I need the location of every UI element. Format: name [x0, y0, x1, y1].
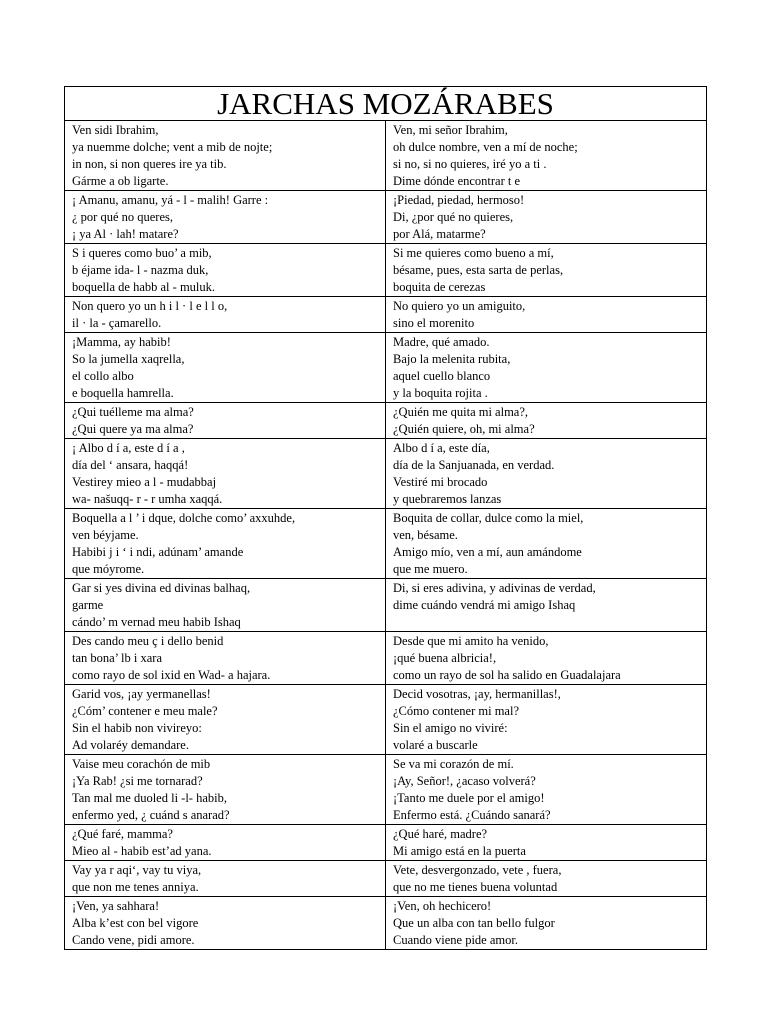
verse-line: que no me tienes buena voluntad [393, 880, 558, 894]
mozarabic-verse-cell [65, 121, 386, 191]
verse-line: Madre, qué amado. [393, 335, 490, 349]
verse-line: Sin el habib non vivireyo: [72, 721, 202, 735]
table-row [65, 825, 707, 861]
verse-line: wa- našuqq- r - r umha xaqqá. [72, 492, 223, 506]
verse-line: Des cando meu ç i dello benid [72, 634, 224, 648]
verse-line: Vaise meu corachón de mib [72, 757, 211, 771]
verse-line: Se va mi corazón de mí. [393, 757, 514, 771]
mozarabic-verse-cell [65, 861, 386, 897]
verse-line: ¡ Albo d í a, este d í a , [72, 441, 185, 455]
verse-line: Gárme a ob ligarte. [72, 174, 169, 188]
verse-line: So la jumella xaqrella, [72, 352, 185, 366]
verse-line: por Alá, matarme? [393, 227, 486, 241]
verse-line: Amigo mío, ven a mí, aun amándome [393, 545, 582, 559]
verse-line: Vestiré mi brocado [393, 475, 488, 489]
table-row [65, 333, 707, 403]
verse-line: Decid vosotras, ¡ay, hermanillas!, [393, 687, 561, 701]
verse-line: Mi amigo está en la puerta [393, 844, 526, 858]
verse-line: tan bona’ lb i xara [72, 651, 163, 665]
verse-line: ¡ ya Al · lah! matare? [72, 227, 179, 241]
mozarabic-verse-cell [65, 509, 386, 579]
spanish-translation-cell [386, 509, 707, 579]
verse-line: Non quero yo un h i l · l e l l o, [72, 299, 228, 313]
verse-line: Bajo la melenita rubita, [393, 352, 511, 366]
verse-line: ¡Ven, oh hechicero! [393, 899, 492, 913]
spanish-translation-cell [386, 579, 707, 632]
spanish-translation-cell [386, 439, 707, 509]
verse-line: Gar si yes divina ed divinas balhaq, [72, 581, 251, 595]
spanish-translation-cell [386, 333, 707, 403]
spanish-translation-cell [386, 685, 707, 755]
verse-line: ¡Tanto me duele por el amigo! [393, 791, 545, 805]
spanish-translation-cell [386, 403, 707, 439]
verse-line: ¿Quién me quita mi alma?, [393, 405, 529, 419]
verse-line: boquita de cerezas [393, 280, 486, 294]
verse-line: Vete, desvergonzado, vete , fuera, [393, 863, 562, 877]
mozarabic-verse-cell [65, 191, 386, 244]
spanish-translation-cell [386, 861, 707, 897]
verse-line: Boquita de collar, dulce como la miel, [393, 511, 584, 525]
verse-line: volaré a buscarle [393, 738, 478, 752]
verse-line: Ad volaréy demandare. [72, 738, 189, 752]
spanish-translation-cell [386, 121, 707, 191]
table-row [65, 244, 707, 297]
mozarabic-verse-cell [65, 685, 386, 755]
verse-line: que móyrome. [72, 562, 145, 576]
mozarabic-verse-cell [65, 333, 386, 403]
mozarabic-verse-cell [65, 297, 386, 333]
mozarabic-verse-cell [65, 632, 386, 685]
spanish-translation-cell [386, 191, 707, 244]
verse-line: ¡Ven, ya sahhara! [72, 899, 160, 913]
page-title: JARCHAS MOZÁRABES [65, 87, 707, 121]
table-row [65, 685, 707, 755]
verse-line: Cuando viene pide amor. [393, 933, 518, 947]
title-row [65, 87, 707, 121]
verse-line: Habibi j i ‘ i ndi, adúnam’ amande [72, 545, 244, 559]
table-row [65, 861, 707, 897]
verse-line: Di, ¿por qué no quieres, [393, 210, 514, 224]
verse-line: ¿Quién quiere, oh, mi alma? [393, 422, 535, 436]
verse-line: ¿Qui tuélleme ma alma? [72, 405, 194, 419]
verse-line: ¿ por qué no queres, [72, 210, 174, 224]
verse-line: Sin el amigo no viviré: [393, 721, 508, 735]
spanish-translation-cell [386, 825, 707, 861]
verse-line: b éjame ida- l - nazma duk, [72, 263, 209, 277]
verse-line: Vay ya r aqi‘, vay tu viya, [72, 863, 202, 877]
verse-line: y quebraremos lanzas [393, 492, 502, 506]
verse-line: e boquella hamrella. [72, 386, 174, 400]
verse-line: si no, si no quieres, iré yo a ti . [393, 157, 547, 171]
verse-line: Albo d í a, este día, [393, 441, 490, 455]
verse-line: dime cuándo vendrá mi amigo Ishaq [393, 598, 576, 612]
verse-line: oh dulce nombre, ven a mí de noche; [393, 140, 578, 154]
verse-line: il · la - çamarello. [72, 316, 162, 330]
table-row [65, 579, 707, 632]
verse-line: cándo’ m vernad meu habib Ishaq [72, 615, 241, 629]
verse-line: ¡qué buena albricia!, [393, 651, 497, 665]
mozarabic-verse-cell [65, 897, 386, 950]
verse-line: ¡ Amanu, amanu, yá - l - malih! Garre : [72, 193, 269, 207]
table-row [65, 121, 707, 191]
mozarabic-verse-cell [65, 244, 386, 297]
verse-line: Mieo al - habib est’ad yana. [72, 844, 212, 858]
verse-line: Ven sidi Ibrahim, [72, 123, 159, 137]
verse-line: Alba k’est con bel vigore [72, 916, 199, 930]
verse-line: y la boquita rojita . [393, 386, 488, 400]
verse-line: Di, si eres adivina, y adivinas de verdad, [393, 581, 596, 595]
verse-line: enfermo yed, ¿ cuánd s anarad? [72, 808, 230, 822]
table-row [65, 632, 707, 685]
verse-line: como rayo de sol ixid en Wad- a hajara. [72, 668, 271, 682]
spanish-translation-cell [386, 897, 707, 950]
table-row [65, 403, 707, 439]
table-row [65, 297, 707, 333]
verse-line: sino el morenito [393, 316, 475, 330]
table-row [65, 509, 707, 579]
verse-line: ¡Piedad, piedad, hermoso! [393, 193, 525, 207]
verse-line: Tan mal me duoled li -l- habib, [72, 791, 227, 805]
verse-line: Ven, mi señor Ibrahim, [393, 123, 508, 137]
verse-line: bésame, pues, esta sarta de perlas, [393, 263, 564, 277]
verse-line: Cando vene, pidi amore. [72, 933, 195, 947]
verse-line: Boquella a l ’ i dque, dolche como’ axxuhde, [72, 511, 296, 525]
verse-line: Enfermo está. ¿Cuándo sanará? [393, 808, 551, 822]
verse-line: in non, si non queres ire ya tib. [72, 157, 227, 171]
jarchas-table [64, 86, 707, 950]
verse-line: ¿Qué faré, mamma? [72, 827, 173, 841]
verse-line: boquella de habb al - muluk. [72, 280, 216, 294]
verse-line: Dime dónde encontrar t e [393, 174, 521, 188]
verse-line: ven béyjame. [72, 528, 139, 542]
mozarabic-verse-cell [65, 579, 386, 632]
verse-line: ¿Qué haré, madre? [393, 827, 488, 841]
table-row [65, 191, 707, 244]
mozarabic-verse-cell [65, 755, 386, 825]
verse-line: aquel cuello blanco [393, 369, 491, 383]
verse-line: S i queres como buo’ a mib, [72, 246, 212, 260]
spanish-translation-cell [386, 632, 707, 685]
verse-line: ¡Ay, Señor!, ¿acaso volverá? [393, 774, 536, 788]
verse-line: ¿Cóm’ contener e meu male? [72, 704, 218, 718]
table-row [65, 897, 707, 950]
verse-line: ¿Cómo contener mi mal? [393, 704, 520, 718]
table-row [65, 755, 707, 825]
verse-line: que non me tenes anniya. [72, 880, 199, 894]
verse-line: ya nuemme dolche; vent a mib de nojte; [72, 140, 273, 154]
spanish-translation-cell [386, 244, 707, 297]
verse-line: ven, bésame. [393, 528, 458, 542]
verse-line: el collo albo [72, 369, 134, 383]
verse-line: Vestirey mieo a l - mudabbaj [72, 475, 217, 489]
verse-line: Que un alba con tan bello fulgor [393, 916, 555, 930]
verse-line: ¡Mamma, ay habib! [72, 335, 171, 349]
mozarabic-verse-cell [65, 403, 386, 439]
verse-line: Si me quieres como bueno a mí, [393, 246, 554, 260]
verse-line: que me muero. [393, 562, 468, 576]
verse-line: No quiero yo un amiguito, [393, 299, 526, 313]
verse-line: ¡Ya Rab! ¿si me tornarad? [72, 774, 203, 788]
mozarabic-verse-cell [65, 439, 386, 509]
table-body [65, 121, 707, 950]
mozarabic-verse-cell [65, 825, 386, 861]
verse-line: como un rayo de sol ha salido en Guadalajara [393, 668, 621, 682]
verse-line: garme [72, 598, 104, 612]
verse-line: Garid vos, ¡ay yermanellas! [72, 687, 211, 701]
verse-line: Desde que mi amito ha venido, [393, 634, 549, 648]
spanish-translation-cell [386, 755, 707, 825]
document-page [64, 86, 707, 950]
verse-line: ¿Qui quere ya ma alma? [72, 422, 194, 436]
table-row [65, 439, 707, 509]
verse-line: día del ‘ ansara, haqqá! [72, 458, 189, 472]
spanish-translation-cell [386, 297, 707, 333]
verse-line: día de la Sanjuanada, en verdad. [393, 458, 555, 472]
